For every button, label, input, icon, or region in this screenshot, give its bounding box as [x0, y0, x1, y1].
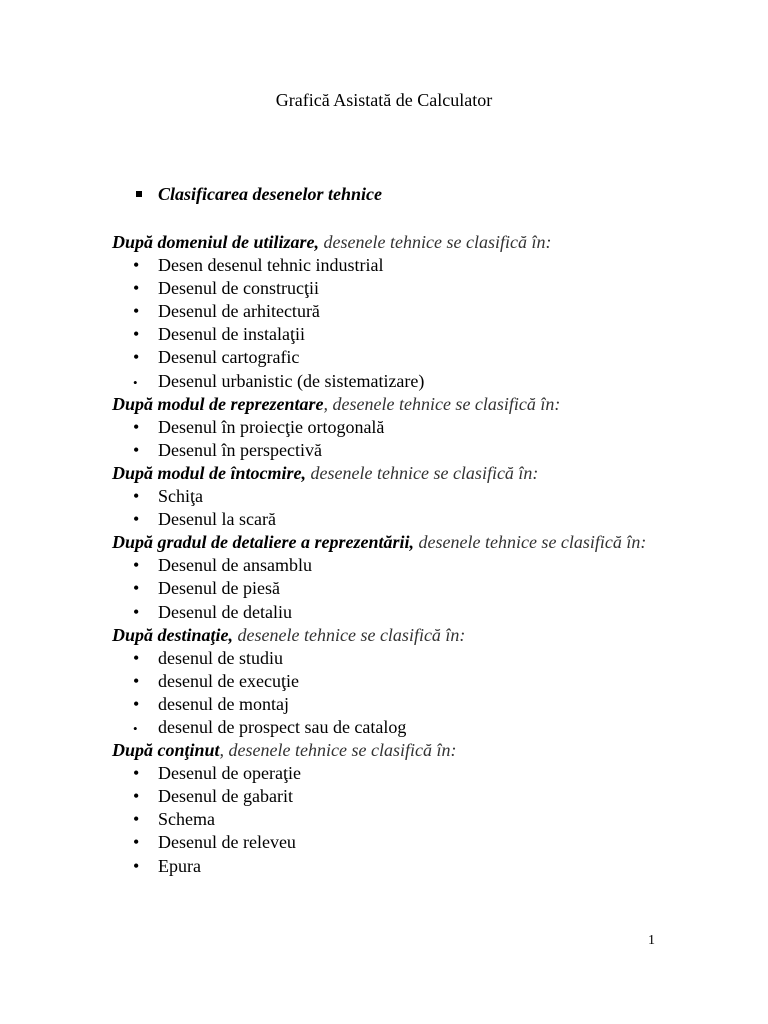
section: [112, 462, 672, 531]
section-heading: [112, 231, 672, 254]
list-item: • Epura: [112, 855, 672, 878]
bullet-list: [112, 485, 672, 531]
bullet-list: [112, 254, 672, 393]
list-item: • Desen desenul tehnic industrial: [112, 254, 672, 277]
list-item: • Desenul de construcţii: [112, 277, 672, 300]
section-heading-bold: După domeniul de utilizare,: [112, 232, 320, 252]
list-item: • Desenul de instalaţii: [112, 323, 672, 346]
main-heading-text: Clasificarea desenelor tehnice: [158, 184, 382, 204]
list-item: • Desenul de operaţie: [112, 762, 672, 785]
section-heading-bold: După gradul de detaliere a reprezentării,: [112, 532, 414, 553]
list-item: • desenul de prospect sau de catalog: [112, 716, 672, 739]
square-bullet-icon: [136, 191, 142, 197]
section-heading: [112, 739, 672, 762]
section-heading: [112, 393, 672, 416]
list-item: • Desenul în proiecţie ortogonală: [112, 416, 672, 439]
section-heading-rest: desenele tehnice se clasifică în:: [233, 624, 466, 645]
list-item: • Desenul în perspectivă: [112, 439, 672, 462]
list-item: • Desenul de detaliu: [112, 601, 672, 624]
section: [112, 739, 672, 878]
section-heading: [112, 531, 672, 554]
list-item: • Desenul de piesă: [112, 577, 672, 600]
list-item: • Desenul cartografic: [112, 346, 672, 369]
section-heading-bold: După modul de întocmire,: [112, 462, 307, 483]
main-heading: [136, 184, 382, 205]
list-item: • desenul de execuţie: [112, 670, 672, 693]
bullet-list: [112, 554, 672, 623]
list-item: • Desenul de releveu: [112, 831, 672, 854]
list-item: • Desenul urbanistic (de sistematizare): [112, 370, 672, 393]
section-heading-bold: După destinaţie,: [112, 624, 234, 645]
section: [112, 231, 672, 393]
document-body: [112, 231, 672, 878]
section-heading-rest: , desenele tehnice se clasifică în:: [219, 740, 457, 761]
bullet-list: [112, 762, 672, 877]
bullet-list: [112, 647, 672, 739]
section-heading-bold: După conţinut: [112, 740, 220, 761]
section-heading-rest: , desenele tehnice se clasifică în:: [323, 393, 561, 414]
list-item: • Schema: [112, 808, 672, 831]
list-item: • Schiţa: [112, 485, 672, 508]
list-item: • Desenul la scară: [112, 508, 672, 531]
section-heading-rest: desenele tehnice se clasifică în:: [306, 462, 539, 483]
section-heading: [112, 624, 672, 647]
list-item: • desenul de montaj: [112, 693, 672, 716]
list-item: • Desenul de arhitectură: [112, 300, 672, 323]
section-heading: [112, 462, 672, 485]
section-heading-bold: După modul de reprezentare: [112, 393, 324, 414]
section: [112, 624, 672, 739]
section-heading-rest: desenele tehnice se clasifică în:: [414, 532, 647, 553]
list-item: • desenul de studiu: [112, 647, 672, 670]
section: [112, 393, 672, 462]
bullet-list: [112, 416, 672, 462]
list-item: • Desenul de ansamblu: [112, 554, 672, 577]
page-title: Grafică Asistată de Calculator: [275, 90, 493, 110]
section-heading-rest: desenele tehnice se clasifică în:: [319, 232, 552, 252]
list-item: • Desenul de gabarit: [112, 785, 672, 808]
section: [112, 531, 672, 623]
page-number: 1: [648, 933, 655, 948]
